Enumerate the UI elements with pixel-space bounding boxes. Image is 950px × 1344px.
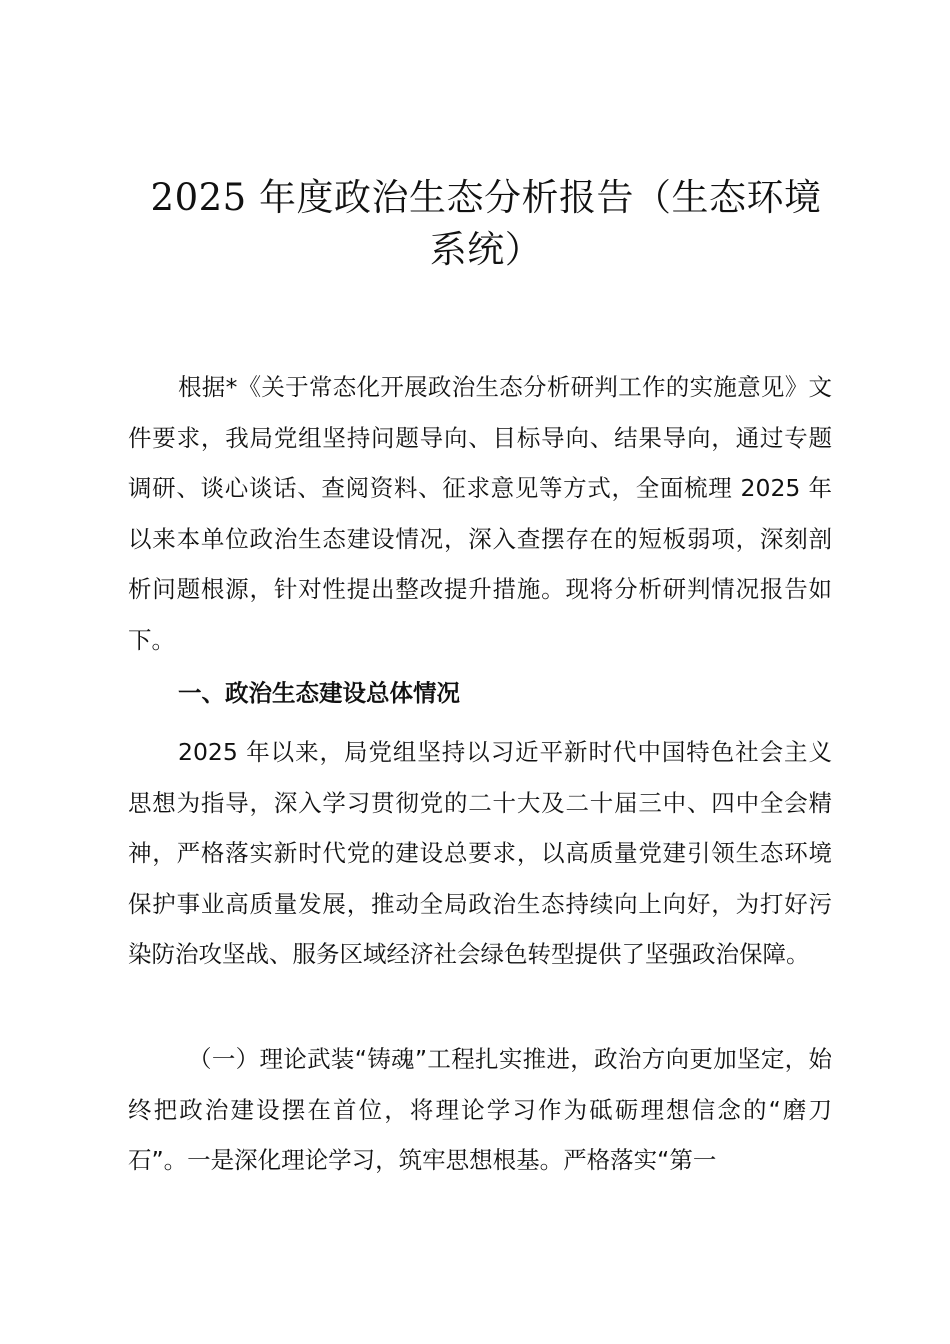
section-heading-block <box>128 668 832 719</box>
overview-paragraph: 2025 年以来，局党组坚持以习近平新时代中国特色社会主义思想为指导，深入学习贯彻党的二十大及二十届三中、四中全会精神，严格落实新时代党的建设总要求，以高质量党建引领生态环境保护事业高质量发展，推动全局政治生态持续向上向好，为打好污染防治攻坚战、服务区域经济社会绿色转型提供了坚强政治保障。 <box>128 738 832 968</box>
title-line-2: 系统） <box>429 228 543 271</box>
intro-paragraph-block <box>128 362 832 665</box>
subsection-paragraph-block <box>128 1034 832 1186</box>
subsection-paragraph-1: （一）理论武装“铸魂”工程扎实推进，政治方向更加坚定，始终把政治建设摆在首位，将理论学习作为砥砺理想信念的“磨刀石”。一是深化理论学习，筑牢思想根基。严格落实“第一 <box>128 1045 832 1174</box>
intro-paragraph: 根据*《关于常态化开展政治生态分析研判工作的实施意见》文件要求，我局党组坚持问题导向、目标导向、结果导向，通过专题调研、谈心谈话、查阅资料、征求意见等方式，全面梳理 2025 年以来本单位政治生态建设情况，深入查摆存在的短板弱项，深刻剖析问题根源，针对性提出整改提升措施。现将分析研判情况报告如下。 <box>128 373 832 654</box>
section-heading-1: 一、政治生态建设总体情况 <box>178 679 460 707</box>
document-title <box>128 172 844 276</box>
overview-paragraph-block <box>128 727 832 980</box>
title-line-1: 2025 年度政治生态分析报告（生态环境 <box>150 176 822 219</box>
